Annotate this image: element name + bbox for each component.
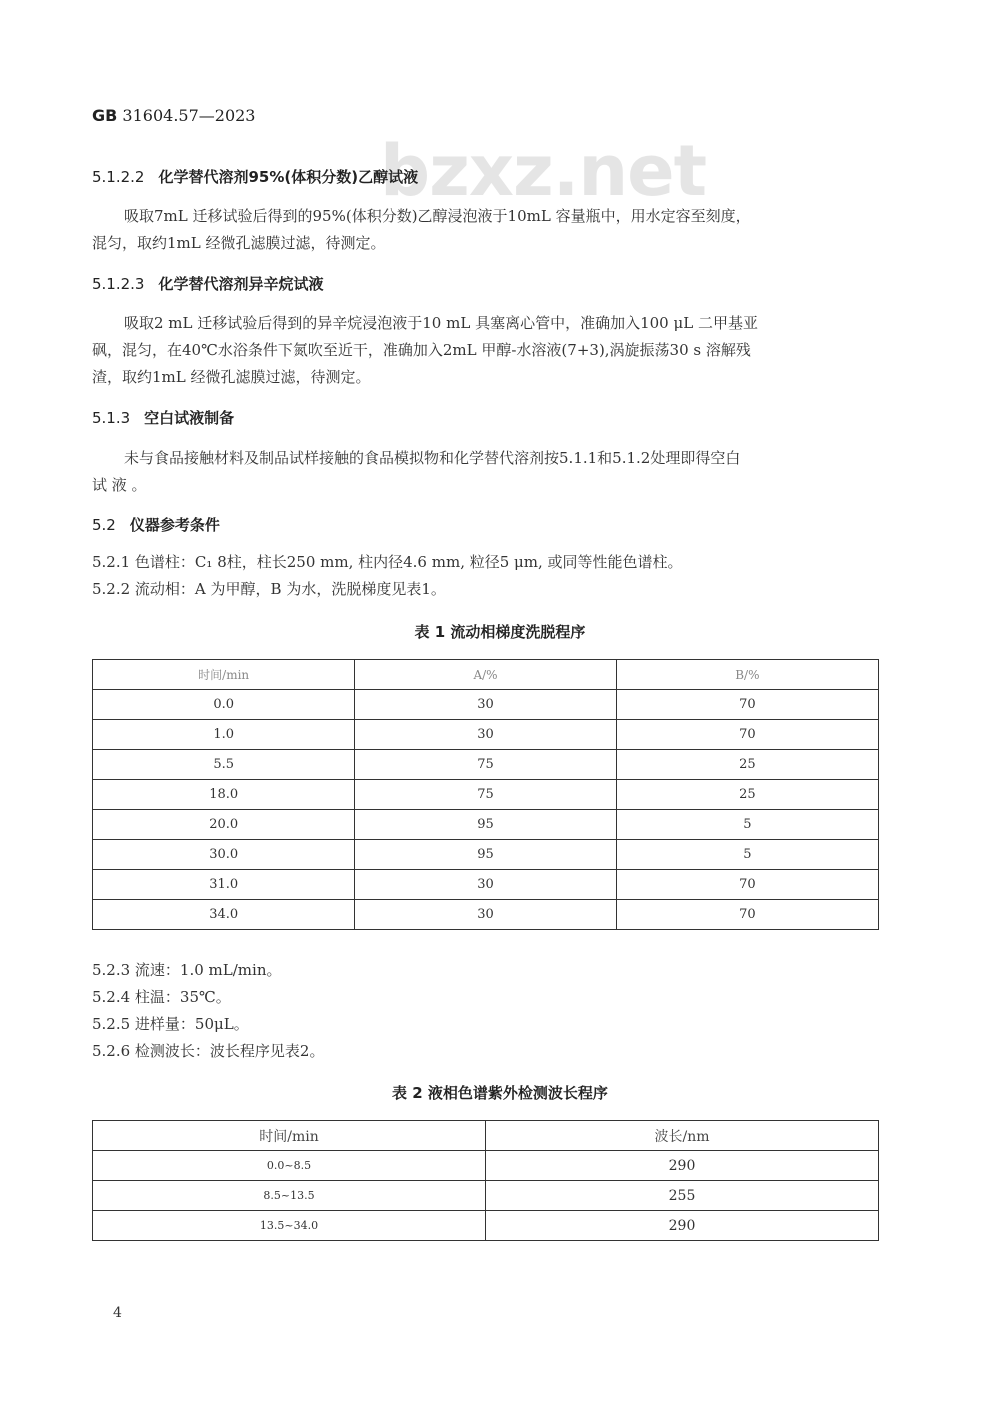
section-number: 5.2 [92, 516, 116, 534]
table-cell: 290 [486, 1211, 879, 1241]
section-heading-5122 [92, 166, 418, 187]
table-cell: 5 [616, 810, 878, 840]
section-title: 化学替代溶剂95%(体积分数)乙醇试液 [158, 168, 419, 186]
table-row [93, 690, 879, 720]
table-cell: 25 [616, 780, 878, 810]
header-prefix: GB [92, 106, 118, 125]
table-header-cell: B/% [616, 660, 878, 690]
table-cell: 5.5 [93, 750, 355, 780]
section-title: 化学替代溶剂异辛烷试液 [158, 275, 324, 293]
table-cell: 31.0 [93, 870, 355, 900]
wavelength-table [92, 1120, 879, 1241]
table-row [93, 780, 879, 810]
paragraph-line: 渣，取约1mL 经微孔滤膜过滤，待测定。 [92, 368, 371, 386]
table-row [93, 840, 879, 870]
table-cell: 30 [355, 720, 616, 750]
table-cell: 70 [616, 900, 878, 930]
table-header-cell: 波长/nm [486, 1121, 879, 1151]
paragraph-line: 混匀，取约1mL 经微孔滤膜过滤，待测定。 [92, 234, 386, 252]
section-title: 空白试液制备 [144, 409, 235, 427]
table-cell: 255 [486, 1181, 879, 1211]
table-cell: 75 [355, 750, 616, 780]
section-number: 5.1.3 [92, 409, 131, 427]
table-cell: 0.0 [93, 690, 355, 720]
table-cell: 75 [355, 780, 616, 810]
table2-caption: 表 2 液相色谱紫外检测波长程序 [392, 1084, 608, 1102]
paragraph-line: 试 液 。 [92, 476, 147, 494]
watermark: bzxz.net [380, 130, 707, 212]
section-heading-5123 [92, 273, 324, 294]
table-cell: 70 [616, 720, 878, 750]
table-cell: 20.0 [93, 810, 355, 840]
section-number: 5.1.2.2 [92, 168, 145, 186]
table-cell: 290 [486, 1151, 879, 1181]
table-cell: 8.5~13.5 [93, 1181, 486, 1211]
clause-5-2-1: 5.2.1 色谱柱：C₁ 8柱，柱长250 mm, 柱内径4.6 mm, 粒径5 μm, 或同等性能色谱柱。 [92, 553, 683, 571]
table-cell: 30.0 [93, 840, 355, 870]
clause-5-2-5: 5.2.5 进样量：50μL。 [92, 1015, 249, 1033]
table-header-cell: 时间/min [93, 660, 355, 690]
table-cell: 70 [616, 870, 878, 900]
paragraph-line: 吸取2 mL 迁移试验后得到的异辛烷浸泡液于10 mL 具塞离心管中，准确加入100 μL 二甲基亚 [124, 314, 758, 332]
section-title: 仪器参考条件 [129, 516, 220, 534]
table-header-cell: 时间/min [93, 1121, 486, 1151]
section-heading-513 [92, 407, 234, 428]
clause-5-2-3: 5.2.3 流速：1.0 mL/min。 [92, 961, 282, 979]
header-code: 31604.57—2023 [122, 106, 256, 125]
clause-5-2-6: 5.2.6 检测波长：波长程序见表2。 [92, 1042, 325, 1060]
clause-5-2-4: 5.2.4 柱温：35℃。 [92, 988, 231, 1006]
paragraph-line: 未与食品接触材料及制品试样接触的食品模拟物和化学替代溶剂按5.1.1和5.1.2处理即得空白 [124, 449, 741, 467]
table-cell: 30 [355, 690, 616, 720]
table-row [93, 1151, 879, 1181]
paragraph-line: 砜，混匀，在40℃水浴条件下氮吹至近干，准确加入2mL 甲醇-水溶液(7+3),涡旋振荡30 s 溶解残 [92, 341, 751, 359]
table-cell: 5 [616, 840, 878, 870]
gradient-table [92, 659, 879, 930]
table-cell: 0.0~8.5 [93, 1151, 486, 1181]
table-row [93, 1181, 879, 1211]
table1-caption: 表 1 流动相梯度洗脱程序 [414, 623, 586, 641]
section-number: 5.1.2.3 [92, 275, 145, 293]
table-cell: 25 [616, 750, 878, 780]
page-number: 4 [113, 1305, 122, 1321]
table-cell: 30 [355, 870, 616, 900]
table-cell: 95 [355, 840, 616, 870]
table-row [93, 1211, 879, 1241]
table-cell: 70 [616, 690, 878, 720]
table-cell: 30 [355, 900, 616, 930]
table-row [93, 810, 879, 840]
table-row [93, 870, 879, 900]
paragraph-line: 吸取7mL 迁移试验后得到的95%(体积分数)乙醇浸泡液于10mL 容量瓶中，用水定容至刻度， [124, 207, 751, 225]
table-cell: 1.0 [93, 720, 355, 750]
table-cell: 18.0 [93, 780, 355, 810]
standard-header [92, 106, 255, 125]
section-heading-52 [92, 514, 220, 535]
table-cell: 13.5~34.0 [93, 1211, 486, 1241]
table-row [93, 900, 879, 930]
table-header-row [93, 1121, 879, 1151]
table-cell: 34.0 [93, 900, 355, 930]
table-header-cell: A/% [355, 660, 616, 690]
table-row [93, 720, 879, 750]
table-header-row [93, 660, 879, 690]
table-row [93, 750, 879, 780]
table-cell: 95 [355, 810, 616, 840]
clause-5-2-2: 5.2.2 流动相：A 为甲醇，B 为水，洗脱梯度见表1。 [92, 580, 446, 598]
